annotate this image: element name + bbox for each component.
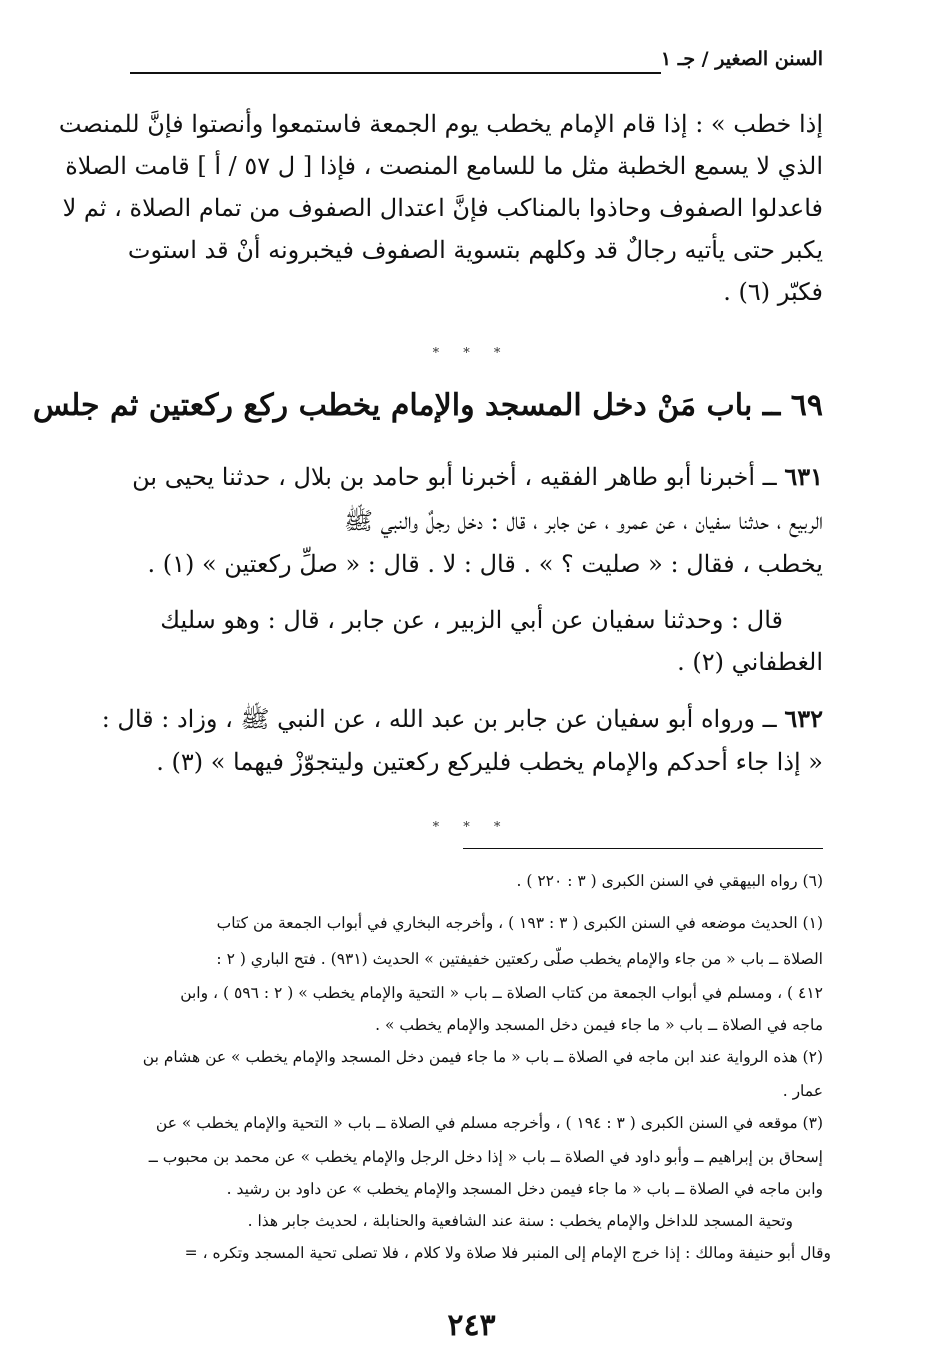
body-line: الغطفاني (٢) .	[677, 648, 823, 676]
body-line: فاعدلوا الصفوف وحاذوا بالمناكب فإنَّ اعتدال الصفوف من تمام الصلاة ، ثم لا	[62, 194, 823, 222]
footnote-line: وتحية المسجد للداخل والإمام يخطب : سنة عند الشافعية والحنابلة ، لحديث جابر هذا .	[247, 1212, 793, 1230]
body-line: قال : وحدثنا سفيان عن أبي الزبير ، عن جابر ، قال : وهو سليك	[160, 606, 783, 634]
hadith-631-line-1: ٦٣١ ــ أخبرنا أبو طاهر الفقيه ، أخبرنا أبو حامد بن بلال ، حدثنا يحيى بن	[132, 462, 823, 491]
page-header	[130, 44, 823, 84]
footnote-line: عمار .	[782, 1082, 823, 1100]
hadith-632-line-1: ٦٣٢ ــ ورواه أبو سفيان عن جابر بن عبد الله ، عن النبي ﷺ ، وزاد : قال :	[101, 704, 823, 733]
chapter-heading	[32, 388, 823, 423]
body-line: إذا خطب » : إذا قام الإمام يخطب يوم الجمعة فاستمعوا وأنصتوا فإنَّ للمنصت	[58, 110, 823, 138]
footnote-line: وقال أبو حنيفة ومالك : إذا خرج الإمام إلى المنبر فلا صلاة ولا كلام ، فلا تصلى تحية المسجد وتكره ، =	[184, 1244, 831, 1262]
page-number: ٢٤٣	[447, 1308, 496, 1343]
body-line: يخطب ، فقال : « صليت ؟ » . قال : لا . قال : « صلِّ ركعتين » (١) .	[147, 550, 823, 578]
header-rule	[130, 72, 661, 74]
hadith-number: ٦٣٢	[784, 704, 823, 733]
section-separator: * * *	[432, 346, 511, 361]
section-separator: * * *	[432, 820, 511, 835]
footnote-line: (٣) موقعه في السنن الكبرى ( ٣ : ١٩٤ ) ، وأخرجه مسلم في الصلاة ــ باب « التحية والإمام يخطب » عن	[155, 1114, 823, 1132]
footnote-line: إسحاق بن إبراهيم ــ وأبو داود في الصلاة ــ باب « إذا دخل الرجل والإمام يخطب » عن محمد بن محبوب ــ	[148, 1148, 823, 1166]
body-line: الذي لا يسمع الخطبة مثل ما للسامع المنصت ، فإذا [ ل ٥٧ / أ ] قامت الصلاة	[65, 152, 823, 180]
body-line: الربيع ، حدثنا سفيان ، عن عمرو ، عن جابر ، قال : دخل رجلٌ والنبي ﷺ	[344, 507, 823, 535]
body-line: « إذا جاء أحدكم والإمام يخطب فليركع ركعتين وليتجوّزْ فيهما » (٣) .	[156, 748, 823, 776]
running-title: السنن الصغير / جـ ١	[660, 48, 823, 70]
footnote-line: (١) الحديث موضعه في السنن الكبرى ( ٣ : ١٩٣ ) ، وأخرجه البخاري في أبواب الجمعة من كتاب	[216, 914, 823, 932]
footnote-line: وابن ماجه في الصلاة ــ باب « ما جاء فيمن دخل المسجد والإمام يخطب » عن داود بن رشيد .	[226, 1180, 823, 1198]
footnote-line: (٦) رواه البيهقي في السنن الكبرى ( ٣ : ٢٢٠ ) .	[516, 872, 823, 890]
footnote-rule	[463, 848, 823, 849]
footnote-line: الصلاة ــ باب « من جاء والإمام يخطب صلّى ركعتين خفيفتين » الحديث (٩٣١) . فتح الباري ( ٢ :	[216, 950, 823, 968]
body-line: يكبر حتى يأتيه رجالٌ قد وكلهم بتسوية الصفوف فيخبرونه أنْ قد استوت	[127, 236, 823, 264]
footnote-line: (٢) هذه الرواية عند ابن ماجه في الصلاة ــ باب « ما جاء فيمن دخل المسجد والإمام يخطب » عن هشام بن	[142, 1048, 823, 1066]
footnote-line: ٤١٢ ) ، ومسلم في أبواب الجمعة من كتاب الصلاة ــ باب « التحية والإمام يخطب » ( ٢ : ٥٩٦ ) ، وابن	[180, 984, 823, 1002]
footnote-line: ماجه في الصلاة ــ باب « ما جاء فيمن دخل المسجد والإمام يخطب » .	[375, 1016, 823, 1034]
hadith-number: ٦٣١	[784, 462, 823, 491]
chapter-title: ــ باب مَنْ دخل المسجد والإمام يخطب ركع ركعتين ثم جلس	[32, 388, 781, 423]
chapter-number: ٦٩	[790, 388, 823, 423]
body-line: فكبّر (٦) .	[723, 278, 823, 306]
